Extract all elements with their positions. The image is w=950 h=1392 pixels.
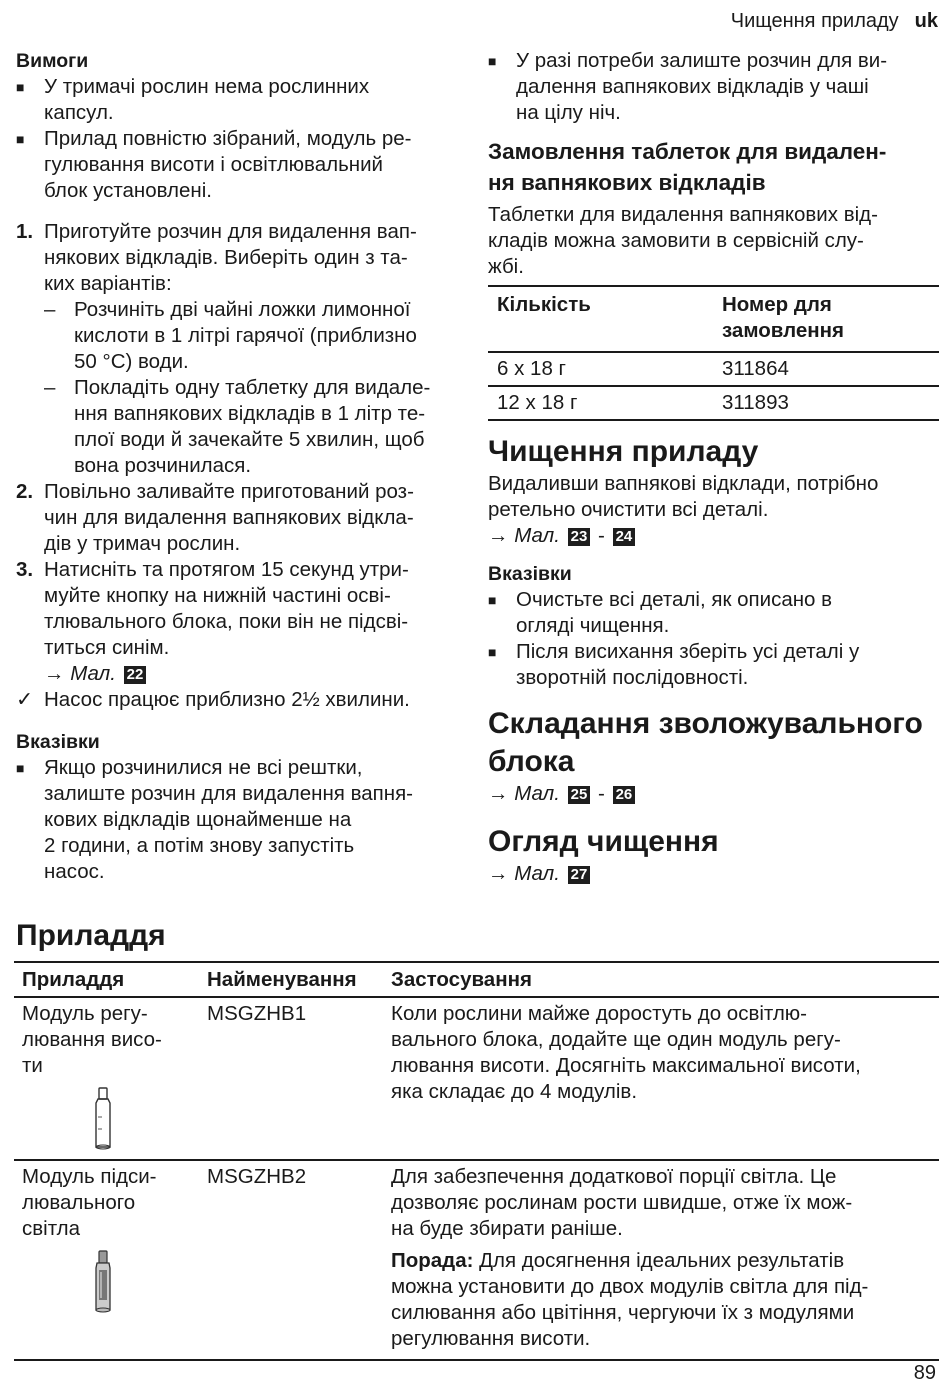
step-2: 2. Повільно заливайте приготований роз- чин для видалення вапнякових відкла- дів у тримач рослин.: [16, 480, 414, 555]
accessory-use: Для забезпечення додаткової порції світла. Це дозволяє рослинам рости швидше, отже їх мож- на буде збирати раніше.: [391, 1165, 853, 1240]
figure-number: 26: [613, 786, 636, 804]
overview-title: Огляд чищення: [488, 825, 719, 858]
figure-reference: → Мал. 23 - 24: [488, 523, 938, 549]
result-line: ✓ Насос працює приблизно 2½ хвилини.: [16, 688, 410, 711]
bullet-icon: ■: [16, 79, 25, 95]
note-item-1: ■ Очистьте всі деталі, як описано в огляді чищення.: [488, 588, 833, 637]
clean-title: Чищення приладу: [488, 435, 759, 468]
figure-reference: → Мал. 25 - 26: [488, 781, 938, 807]
table-row: 6 x 18 г 311864: [488, 352, 939, 386]
accessory-code: MSGZHB2: [207, 1165, 307, 1188]
order-text: Таблетки для видалення вапнякових від- кладів можна замовити в сервісній слу- жбі.: [488, 203, 878, 278]
step-1-option-2: – Покладіть одну таблетку для видале- ння вапнякових відкладів в 1 літр те- плої води й зачекайте 5 хвилин, щоб вона розчинилася.: [44, 376, 431, 477]
table-row: [14, 1160, 939, 1360]
figure-reference: → Мал. 22: [16, 661, 466, 687]
table-row: [14, 997, 939, 1160]
note-item-2: ■ Після висихання зберіть усі деталі у зворотній послідовності.: [488, 640, 860, 689]
clean-text: Видаливши вапнякові відклади, потрібно ретельно очистити всі деталі.: [488, 472, 879, 521]
step-3: 3. Натисніть та протягом 15 секунд утри- муйте кнопку на нижній частині осві- тлювального блока, поки він не підсві- титься синім.: [16, 558, 409, 659]
accessory-code: MSGZHB1: [207, 1002, 307, 1025]
height-module-icon: [88, 1087, 118, 1153]
dash-icon: –: [44, 376, 56, 399]
figure-number: 24: [613, 528, 636, 546]
table-row: 12 x 18 г 311893: [497, 391, 789, 414]
table-header-row: Приладдя Найменування Застосування: [14, 962, 939, 997]
req-item-2: ■ Прилад повністю зібраний, модуль ре- гулювання висоти і освітлювальний блок установлені.: [16, 127, 412, 202]
figure-number: 25: [568, 786, 591, 804]
accessory-use: Коли рослини майже доростуть до освітлю- вального блока, додайте ще один модуль регу- лювання висоти. Досягніть максимальної висоти, яка складає до 4 модулів.: [391, 1002, 861, 1103]
left-column: [16, 48, 466, 885]
figure-reference: → Мал. 27: [488, 861, 938, 887]
bullet-icon: ■: [488, 644, 497, 660]
note-item-1: ■ Якщо розчинилися не всі рештки, залиште розчин для видалення вапня- кових відкладів щонайменше на 2 години, а потім знову запустіть насос.: [16, 756, 413, 883]
order-title: Замовлення таблеток для видален- ня вапнякових відкладів: [488, 139, 887, 195]
order-table: [488, 285, 939, 421]
tip-label: Порада:: [391, 1249, 474, 1272]
figure-number: 23: [568, 528, 591, 546]
dash-icon: –: [44, 298, 56, 321]
right-column: [488, 48, 938, 887]
table-header-row: Кількість Номер для замовлення: [488, 286, 939, 352]
requirements-title: Вимоги: [16, 50, 89, 72]
step-1-option-1: – Розчиніть дві чайні ложки лимонної кислоти в 1 літрі гарячої (приблизно 50 °C) води.: [44, 298, 417, 373]
notes-title: Вказівки: [488, 563, 572, 585]
accessories-title: Приладдя: [16, 919, 166, 952]
step-1: 1. Приготуйте розчин для видалення вап- някових відкладів. Виберіть один з та- ких варіантів:: [16, 220, 417, 295]
header-lang: uk: [914, 10, 938, 32]
figure-number: 27: [568, 866, 591, 884]
req-item-1: ■ У тримачі рослин нема рослинних капсул.: [16, 75, 370, 124]
top-item: ■ У разі потреби залиште розчин для ви- далення вапнякових відкладів у чаші на цілу ніч.: [488, 49, 888, 124]
light-module-icon: [88, 1250, 118, 1316]
notes-title: Вказівки: [16, 731, 100, 753]
bullet-icon: ■: [488, 592, 497, 608]
accessory-tip: Порада: Для досягнення ідеальних результатів можна установити до двох модулів світла для під- силювання або цвітіння, чергуючи їх з модулями регулювання висоти.: [391, 1249, 869, 1350]
bullet-icon: ■: [16, 131, 25, 147]
assemble-title: Складання зволожувального блока: [488, 707, 923, 778]
bullet-icon: ■: [488, 53, 497, 69]
check-icon: ✓: [16, 688, 34, 711]
accessory-name: Модуль регу- лювання висо- ти: [22, 1002, 162, 1077]
figure-number: 22: [124, 666, 147, 684]
running-header: [731, 8, 938, 34]
accessories-table: [14, 961, 939, 1361]
header-section: Чищення приладу: [730, 10, 899, 32]
page-number: 89: [913, 1362, 936, 1384]
accessory-name: Модуль підси- лювального світла: [22, 1165, 157, 1240]
bullet-icon: ■: [16, 760, 25, 776]
